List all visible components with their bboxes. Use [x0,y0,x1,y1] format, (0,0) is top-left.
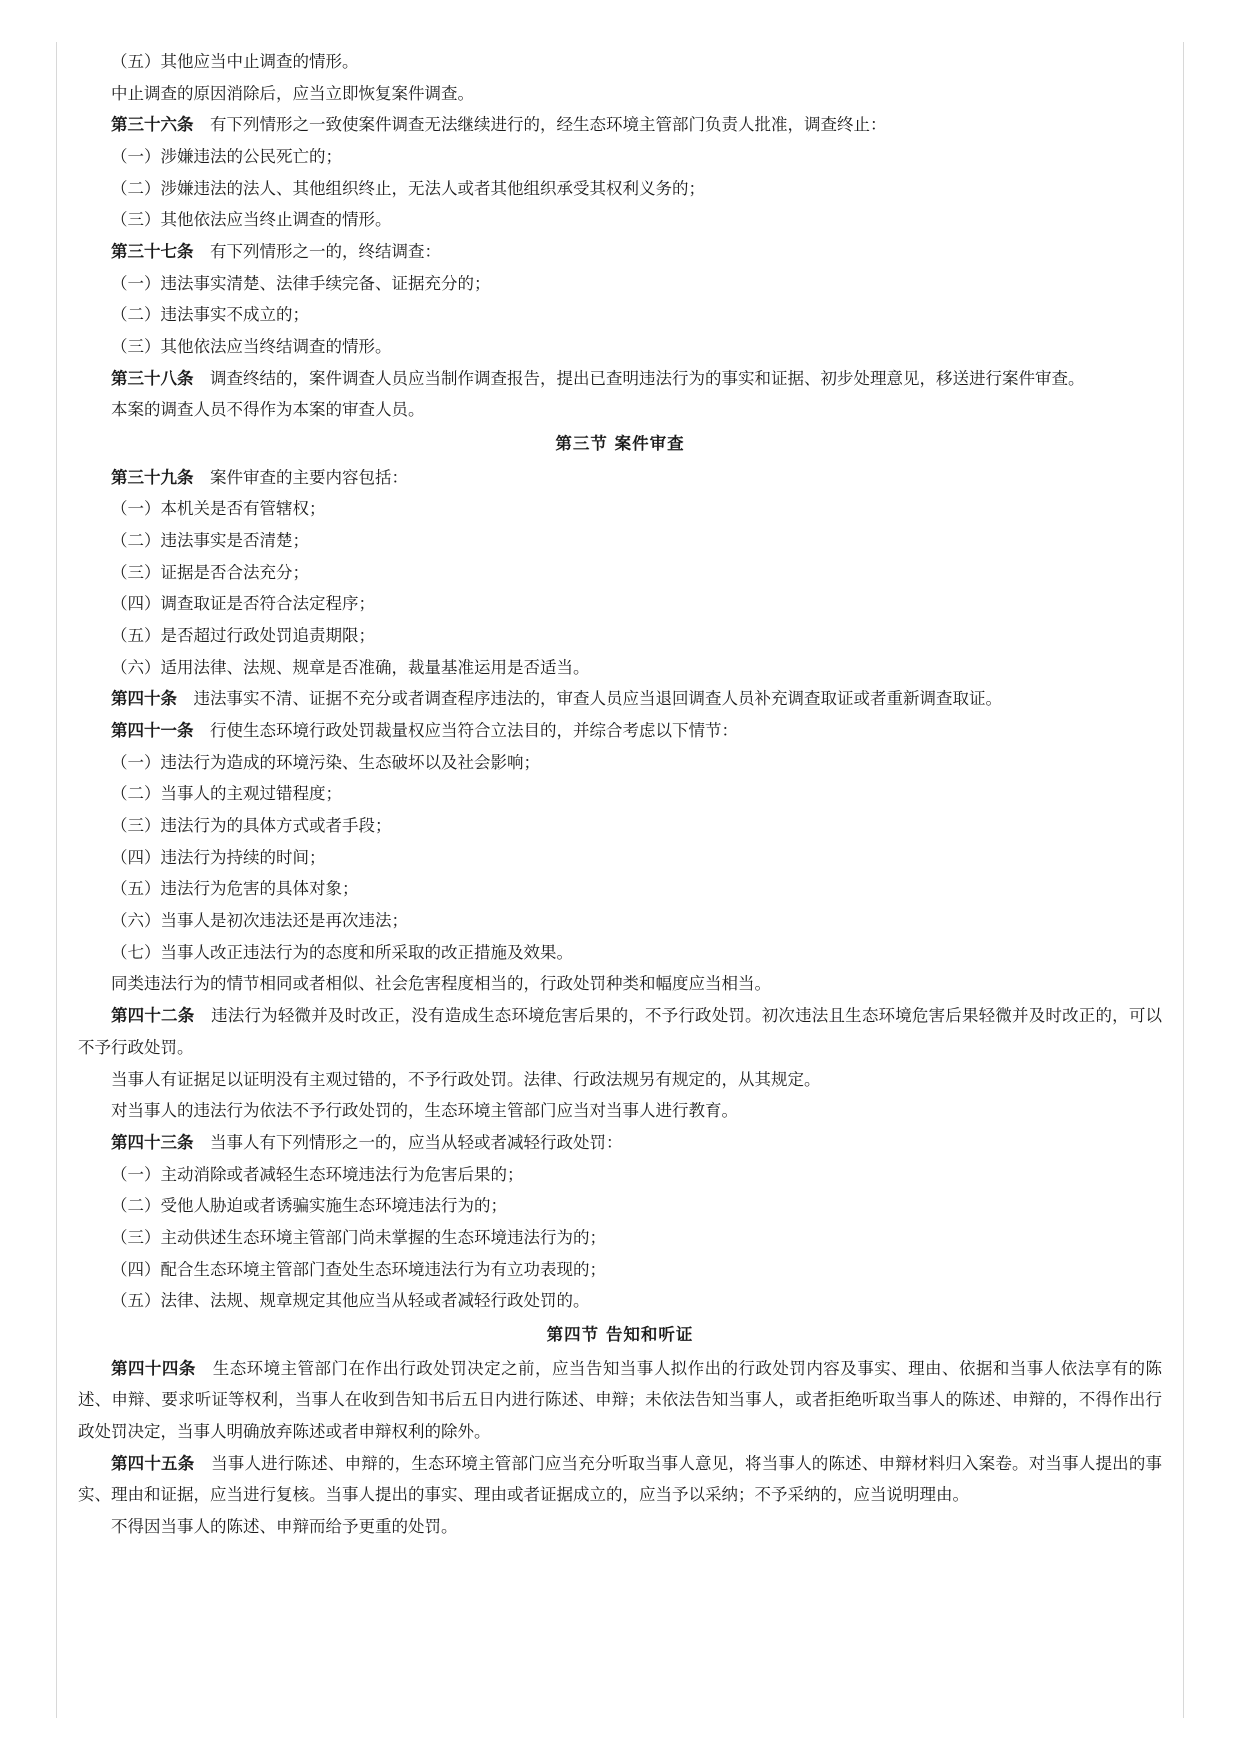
article-text: 当事人有下列情形之一的，应当从轻或者减轻行政处罚： [210,1132,623,1152]
page-border-left [56,42,57,1718]
article-paragraph [78,1127,1162,1159]
article-paragraph [78,236,1162,268]
list-item: （六）当事人是初次违法还是再次违法； [111,911,408,931]
article-text: 案件审查的主要内容包括： [210,467,408,487]
page-border-right [1183,42,1184,1718]
article-label: 第四十一条 [111,721,194,741]
article-label: 第三十六条 [111,115,194,135]
list-item: （四）违法行为持续的时间； [111,847,326,867]
article-text: 违法行为轻微并及时改正，没有造成生态环境危害后果的，不予行政处罚。初次违法且生态环境危害后果轻微并及时改正的，可以不予行政处罚。 [78,1006,1163,1057]
article-paragraph [78,363,1162,395]
article-text: 当事人进行陈述、申辩的，生态环境主管部门应当充分听取当事人意见，将当事人的陈述、申辩材料归入案卷。对当事人提出的事实、理由和证据，应当进行复核。当事人提出的事实、理由或者证据成立的，应当予以采纳；不予采纳的，应当说明理由。 [78,1453,1163,1505]
article-label: 第三十九条 [111,467,194,487]
article-text: 行使生态环境行政处罚裁量权应当符合立法目的，并综合考虑以下情节： [210,721,738,741]
article-label: 第四十条 [111,689,177,709]
list-item: （二）当事人的主观过错程度； [111,784,342,804]
list-item: （一）违法事实清楚、法律手续完备、证据充分的； [111,273,491,293]
list-item: （二）涉嫌违法的法人、其他组织终止，无法人或者其他组织承受其权利义务的； [111,178,705,198]
list-item: （二）受他人胁迫或者诱骗实施生态环境违法行为的； [111,1196,507,1216]
list-item: （二）违法事实是否清楚； [111,531,309,551]
list-item: （四）配合生态环境主管部门查处生态环境违法行为有立功表现的； [111,1259,606,1279]
list-item: （三）证据是否合法充分； [111,562,309,582]
body-paragraph: 不得因当事人的陈述、申辩而给予更重的处罚。 [111,1516,458,1536]
article-paragraph [78,715,1162,747]
body-paragraph: 当事人有证据足以证明没有主观过错的，不予行政处罚。法律、行政法规另有规定的，从其规定。 [111,1069,821,1089]
article-label: 第四十二条 [111,1006,195,1026]
article-label: 第四十三条 [111,1132,194,1152]
list-item: （五）是否超过行政处罚追责期限； [111,626,375,646]
article-paragraph [78,683,1162,715]
list-item: （三）主动供述生态环境主管部门尚未掌握的生态环境违法行为的； [111,1227,606,1247]
article-text: 生态环境主管部门在作出行政处罚决定之前，应当告知当事人拟作出的行政处罚内容及事实、理由、依据和当事人依法享有的陈述、申辩、要求听证等权利，当事人在收到告知书后五日内进行陈述、申辩；未依法告知当事人，或者拒绝听取当事人的陈述、申辩的，不得作出行政处罚决定，当事人明确放弃陈述或者申辩权利的除外。 [78,1358,1163,1441]
body-paragraph: 对当事人的违法行为依法不予行政处罚的，生态环境主管部门应当对当事人进行教育。 [111,1101,738,1121]
list-item: （五）其他应当中止调查的情形。 [111,52,359,71]
article-label: 第四十四条 [111,1358,196,1378]
list-item: （三）其他依法应当终止调查的情形。 [111,210,392,230]
list-item: （一）本机关是否有管辖权； [111,499,326,519]
list-item: （六）适用法律、法规、规章是否准确，裁量基准运用是否适当。 [111,657,590,677]
article-paragraph [78,1448,1162,1511]
article-paragraph [78,462,1162,494]
list-item: （三）违法行为的具体方式或者手段； [111,816,392,836]
list-item: （五）违法行为危害的具体对象； [111,879,359,899]
list-item: （一）违法行为造成的环境污染、生态破坏以及社会影响； [111,752,540,772]
article-text: 违法事实不清、证据不充分或者调查程序违法的，审查人员应当退回调查人员补充调查取证或者重新调查取证。 [193,689,1002,709]
article-paragraph [78,1353,1162,1448]
body-paragraph: 本案的调查人员不得作为本案的审查人员。 [111,400,425,420]
article-text: 有下列情形之一的，终结调查： [210,242,441,262]
document-body [78,46,1162,1714]
body-paragraph: 同类违法行为的情节相同或者相似、社会危害程度相当的，行政处罚种类和幅度应当相当。 [111,974,771,994]
list-item: （二）违法事实不成立的； [111,305,309,325]
list-item: （三）其他依法应当终结调查的情形。 [111,337,392,357]
section-heading: 第四节 告知和听证 [546,1324,694,1344]
list-item: （一）涉嫌违法的公民死亡的； [111,147,342,167]
article-label: 第三十八条 [111,368,194,388]
article-text: 有下列情形之一致使案件调查无法继续进行的，经生态环境主管部门负责人批准，调查终止： [210,115,887,135]
article-label: 第三十七条 [111,242,194,262]
list-item: （五）法律、法规、规章规定其他应当从轻或者减轻行政处罚的。 [111,1291,590,1311]
article-paragraph [78,109,1162,141]
article-label: 第四十五条 [111,1453,195,1473]
list-item: （七）当事人改正违法行为的态度和所采取的改正措施及效果。 [111,942,573,962]
article-text: 调查终结的，案件调查人员应当制作调查报告，提出已查明违法行为的事实和证据、初步处理意见，移送进行案件审查。 [210,368,1085,388]
list-item: （一）主动消除或者减轻生态环境违法行为危害后果的； [111,1164,524,1184]
body-paragraph: 中止调查的原因消除后，应当立即恢复案件调查。 [111,83,474,103]
section-heading: 第三节 案件审查 [555,434,685,454]
article-paragraph [78,1000,1162,1063]
list-item: （四）调查取证是否符合法定程序； [111,594,375,614]
